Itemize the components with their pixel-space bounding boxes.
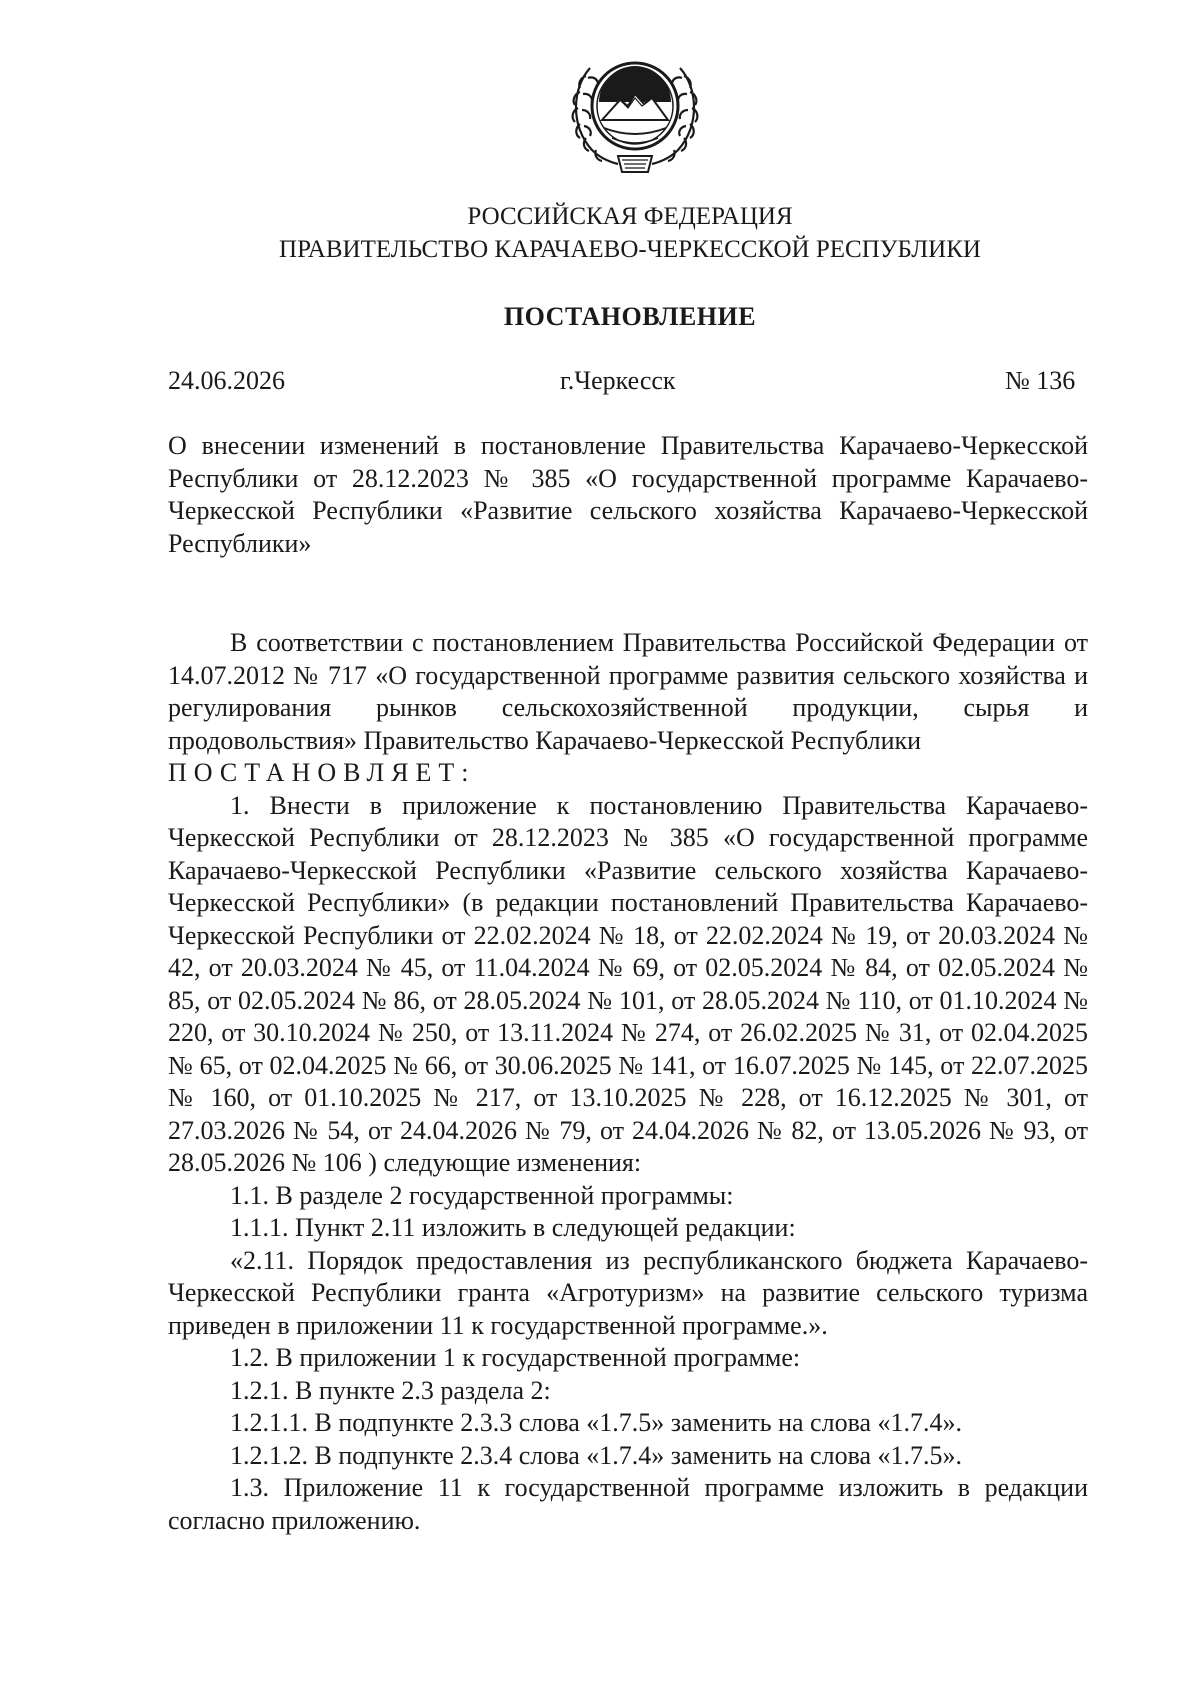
- paragraph-1-1: 1.1. В разделе 2 государственной программы:: [230, 1180, 734, 1210]
- document-number: № 136: [1005, 366, 1076, 395]
- country-heading: РОССИЙСКАЯ ФЕДЕРАЦИЯ: [467, 203, 793, 230]
- paragraph-2-11-quote: «2.11. Порядок предоставления из республиканского бюджета Карачаево-Черкесской Республики гранта «Агротуризм» на развитие сельского туризма приведен в приложении 11 к государственной программе.».: [168, 1245, 1088, 1340]
- document-city: г.Черкесск: [560, 366, 676, 395]
- document-date: 24.06.2026: [168, 366, 285, 395]
- decree-word: ПОСТАНОВЛЯЕТ:: [168, 758, 476, 787]
- preamble-paragraph: В соответствии с постановлением Правительства Российской Федерации от 14.07.2012 № 717 «О государственной программе развития сельского хозяйства и регулирования рынков сельскохозяйственной продукции, сырья и продовольствия» Правительство Карачаево-Черкесской Республики: [168, 628, 1088, 755]
- document-body: [168, 627, 1088, 1537]
- paragraph-1-2-1-1: 1.2.1.1. В подпункте 2.3.3 слова «1.7.5» заменить на слова «1.7.4».: [230, 1408, 963, 1437]
- paragraph-1: 1. Внести в приложение к постановлению Правительства Карачаево-Черкесской Республики от 28.12.2023 № 385 «О государственной программе Карачаево-Черкесской Республики «Развитие сельского хозяйства Карачаево-Черкесской Республики» (в редакции постановлений Правительства Карачаево-Черкесской Республики от 22.02.2024 № 18, от 22.02.2024 № 19, от 20.03.2024 № 42, от 20.03.2024 № 45, от 11.04.2024 № 69, от 02.05.2024 № 84, от 02.05.2024 № 85, от 02.05.2024 № 86, от 28.05.2024 № 101, от 28.05.2024 № 110, от 01.10.2024 № 220, от 30.10.2024 № 250, от 13.11.2024 № 274, от 26.02.2025 № 31, от 02.04.2025 № 65, от 02.04.2025 № 66, от 30.06.2025 № 141, от 16.07.2025 № 145, от 22.07.2025 № 160, от 01.10.2025 № 217, от 13.10.2025 № 228, от 16.12.2025 № 301, от 27.03.2026 № 54, от 24.04.2026 № 79, от 24.04.2026 № 82, от 13.05.2026 № 93, от 28.05.2026 № 106 ) следующие изменения:: [168, 790, 1088, 1177]
- paragraph-1-2-1-2: 1.2.1.2. В подпункте 2.3.4 слова «1.7.4» заменить на слова «1.7.5».: [230, 1440, 963, 1470]
- document-subject: О внесении изменений в постановление Правительства Карачаево-Черкесской Республики от 28.12.2023 № 385 «О государственной программе Карачаево-Черкесской Республики «Развитие сельского хозяйства Карачаево-Черкесской Республики»: [168, 431, 1088, 558]
- coat-of-arms-emblem: [562, 48, 708, 176]
- paragraph-1-2-1: 1.2.1. В пункте 2.3 раздела 2:: [230, 1375, 551, 1405]
- paragraph-1-3: 1.3. Приложение 11 к государственной программе изложить в редакции согласно приложению.: [168, 1473, 1088, 1535]
- government-heading: ПРАВИТЕЛЬСТВО КАРАЧАЕВО-ЧЕРКЕССКОЙ РЕСПУБЛИКИ: [279, 236, 981, 263]
- paragraph-1-1-1: 1.1.1. Пункт 2.11 изложить в следующей редакции:: [230, 1213, 796, 1242]
- paragraph-1-2: 1.2. В приложении 1 к государственной программе:: [230, 1343, 801, 1372]
- document-title: ПОСТАНОВЛЕНИЕ: [503, 302, 757, 331]
